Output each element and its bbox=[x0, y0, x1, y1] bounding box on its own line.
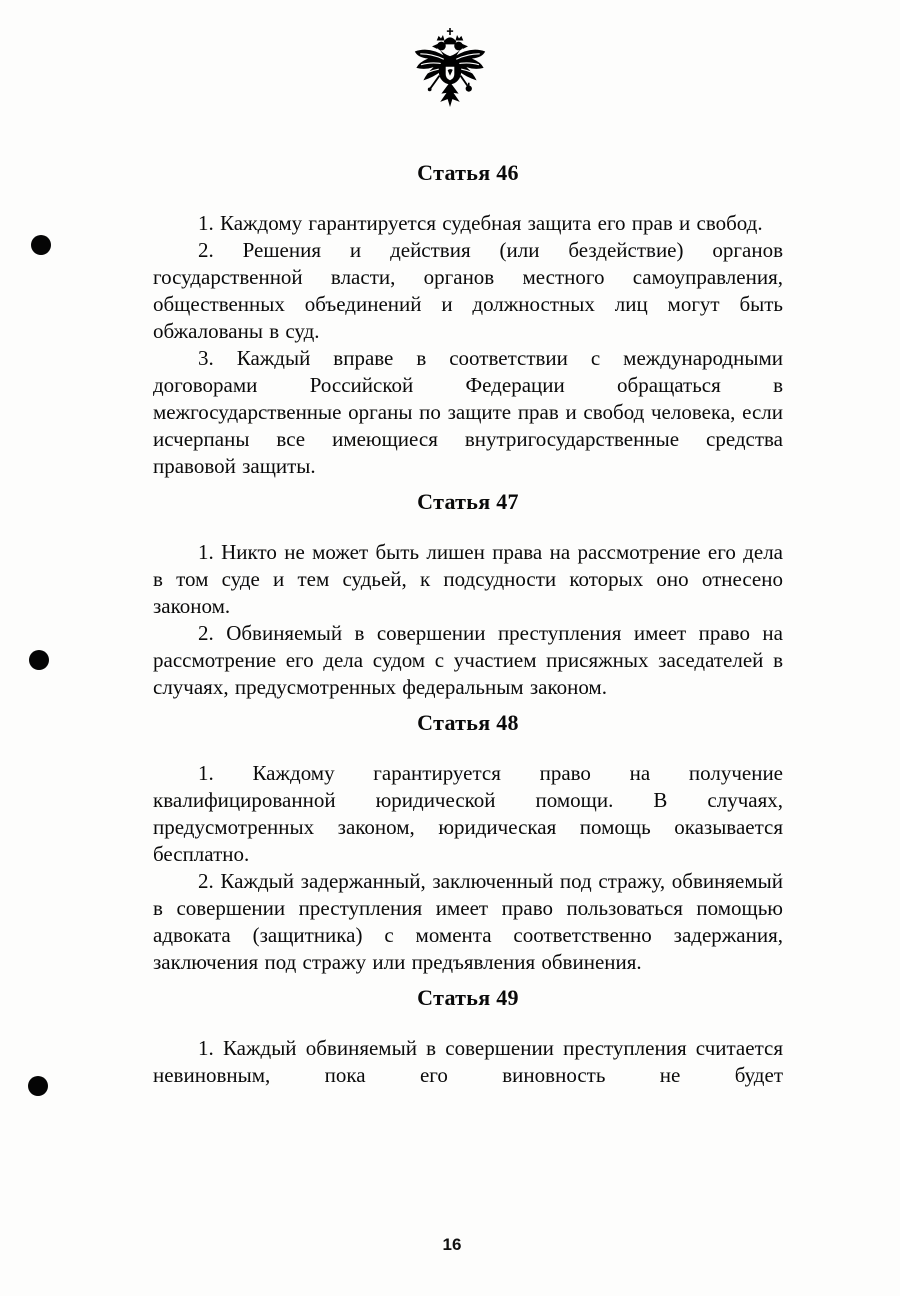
document-body bbox=[0, 159, 900, 1089]
punch-mark bbox=[29, 650, 49, 670]
article-48-title: Статья 48 bbox=[417, 710, 519, 735]
article-49-paragraph-1: 1. Каждый обвиняемый в совершении преступления считается невиновным, пока его виновность не будет bbox=[153, 1036, 783, 1087]
article-48-paragraph-2: 2. Каждый задержанный, заключенный под стражу, обвиняемый в совершении преступления имеет право пользоваться помощью адвоката (защитника) с момента соответственно задержания, заключения под стражу или предъявления обвинения. bbox=[153, 869, 783, 974]
article-46-paragraph-3: 3. Каждый вправе в соответствии с международными договорами Российской Федерации обращаться в межгосударственные органы по защите прав и свобод человека, если исчерпаны все имеющиеся внутригосударственные средства правовой защиты. bbox=[153, 346, 783, 478]
page-number: 16 bbox=[442, 1235, 462, 1254]
punch-mark bbox=[31, 235, 51, 255]
article-47-paragraph-2: 2. Обвиняемый в совершении преступления имеет право на рассмотрение его дела судом с участием присяжных заседателей в случаях, предусмотренных федеральным законом. bbox=[153, 621, 783, 699]
article-47-title: Статья 47 bbox=[417, 489, 519, 514]
punch-mark bbox=[28, 1076, 48, 1096]
document-page bbox=[0, 28, 900, 1254]
article-46-paragraph-1: 1. Каждому гарантируется судебная защита его прав и свобод. bbox=[198, 211, 763, 235]
article-46-paragraph-2: 2. Решения и действия (или бездействие) органов государственной власти, органов местного самоуправления, общественных объединений и должностных лиц могут быть обжалованы в суд. bbox=[153, 238, 783, 343]
article-47-paragraph-1: 1. Никто не может быть лишен права на рассмотрение его дела в том суде и тем судьей, к подсудности которых оно отнесено законом. bbox=[153, 540, 783, 618]
russian-coat-of-arms-icon bbox=[409, 28, 491, 114]
article-46-title: Статья 46 bbox=[417, 160, 519, 185]
article-49-title: Статья 49 bbox=[417, 985, 519, 1010]
article-48-paragraph-1: 1. Каждому гарантируется право на получение квалифицированной юридической помощи. В случаях, предусмотренных законом, юридическая помощь оказывается бесплатно. bbox=[153, 761, 783, 866]
